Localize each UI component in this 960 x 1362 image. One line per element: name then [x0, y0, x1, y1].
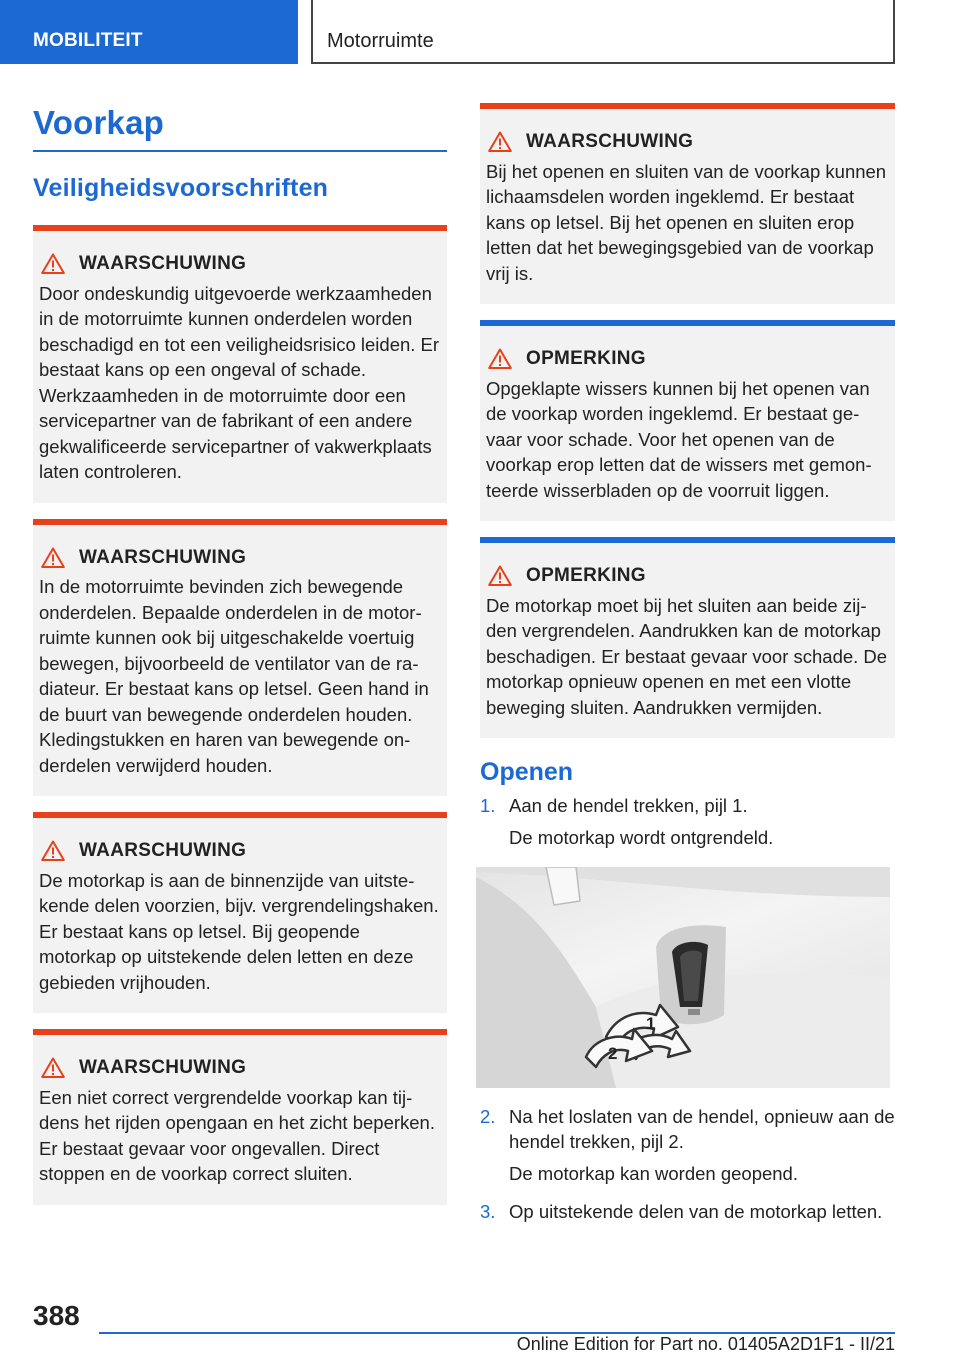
note-text: Opgeklapte wissers kunnen bij het openen van de voorkap worden ingeklemd. Er bestaat gevaar voor schade. Voor het openen van de voorkap erop letten dat de wissers met gemonteerde wisserbladen op de voorruit liggen.	[486, 377, 872, 501]
header-section-tab: MOBILITEIT	[0, 0, 298, 64]
warning-label: WAARSCHUWING	[79, 1057, 247, 1078]
step-number: 2.	[480, 1106, 496, 1127]
hood-release-lever-illustration	[476, 867, 890, 1088]
steps-list	[480, 1104, 895, 1231]
warning-heading	[39, 545, 441, 571]
note-text: De motorkap moet bij het sluiten aan beide zijden vergrendelen. Aandrukken kan de motorkap beschadigen. Er bestaat gevaar voor schade. De motorkap opnieuw openen en met een vlotte beweging sluiten. Aandrukken vermijden.	[486, 594, 888, 718]
warning-heading	[39, 838, 441, 864]
warning-text: In de motorruimte bevinden zich bewegende onderdelen. Bepaalde onderdelen in de motorruimte kunnen ook bij uitgeschakelde voertuig bewegen, bijvoorbeeld de ventilator van de radiateur. Er bestaat kans op letsel. Geen hand in de buurt van bewegende onderdelen houden. Kledingstukken en haren van bewegende onderdelen verwijderd houden.	[39, 576, 429, 776]
warning-text: Een niet correct vergrendelde voorkap kan tijdens het rijden opengaan en het zicht beperken. Er bestaat gevaar voor ongevallen. Direct stoppen en de voorkap correct sluiten.	[39, 1086, 435, 1184]
arrow-2-label: 2	[608, 1044, 618, 1063]
warning-text: Door ondeskundig uitgevoerde werkzaamheden in de motorruimte kunnen onderdelen worden beschadigd en tot een veiligheidsrisico leiden. Er bestaat kans op een ongeval of schade. Werkzaamheden in de motorruimte door een servicepartner van de fabrikant of een andere gekwalificeerde servicepartner of vakwerkplaats laten controleren.	[39, 282, 440, 482]
caution-triangle-icon	[488, 348, 512, 369]
warning-label: WAARSCHUWING	[79, 253, 247, 274]
warning-label: WAARSCHUWING	[526, 131, 694, 152]
header-chapter-title: Motorruimte	[311, 0, 895, 64]
step-result: De motorkap wordt ontgrendeld.	[509, 827, 774, 848]
warning-text: Bij het openen en sluiten van de voorkap kunnen lichaamsdelen worden ingeklemd. Er bestaat kans op letsel. Bij het openen en sluiten erop letten dat het bewegingsgebied van de voorkap vrij is.	[486, 160, 887, 284]
list-item	[480, 1104, 895, 1193]
warning-text: De motorkap is aan de binnenzijde van uitstekende delen voorzien, bijv. vergrendelingshaken. Er bestaat kans op letsel. Bij geopende motorkap op uitstekende delen letten en deze gebieden vrijhouden.	[39, 869, 439, 993]
warning-heading	[39, 1055, 441, 1081]
footer-edition: Online Edition for Part no. 01405A2D1F1 - II/21	[516, 1334, 895, 1354]
page-title: Voorkap	[33, 100, 447, 152]
warning-triangle-icon	[41, 1057, 65, 1078]
warning-box	[33, 812, 447, 1013]
list-item	[480, 1199, 895, 1231]
steps-list	[480, 793, 895, 857]
step-text: Aan de hendel trekken, pijl 1.	[509, 795, 748, 816]
warning-triangle-icon	[41, 253, 65, 274]
warning-box	[33, 519, 447, 797]
warning-heading	[486, 129, 889, 155]
warning-box	[33, 1029, 447, 1205]
warning-box	[33, 225, 447, 503]
note-heading	[486, 563, 889, 589]
warning-label: WAARSCHUWING	[79, 546, 247, 568]
left-column	[33, 100, 447, 1221]
note-box	[480, 320, 895, 521]
warning-box	[480, 103, 895, 304]
warning-triangle-icon	[41, 840, 65, 861]
section-heading-safety: Veiligheidsvoorschriften	[33, 174, 329, 202]
note-label: OPMERKING	[526, 565, 646, 586]
step-number: 1.	[480, 795, 496, 816]
section-heading-open: Openen	[480, 758, 574, 786]
step-text: Na het loslaten van de hendel, opnieuw aan de hendel trekken, pijl 2.	[509, 1106, 895, 1152]
page-number: 388	[33, 1300, 80, 1331]
step-number: 3.	[480, 1201, 496, 1222]
warning-triangle-icon	[41, 547, 65, 568]
note-box	[480, 537, 895, 738]
right-column	[480, 103, 895, 1237]
warning-triangle-icon	[488, 131, 512, 152]
list-item	[480, 793, 895, 857]
warning-heading	[39, 251, 441, 277]
note-heading	[486, 346, 889, 372]
note-label: OPMERKING	[526, 348, 646, 369]
step-result: De motorkap kan worden geopend.	[509, 1163, 798, 1184]
step-text: Op uitstekende delen van de motorkap letten.	[509, 1201, 883, 1222]
arrow-1-label: 1	[646, 1014, 656, 1033]
warning-label: WAARSCHUWING	[79, 840, 247, 861]
caution-triangle-icon	[488, 565, 512, 586]
hood-release-lever-figure	[476, 867, 890, 1088]
